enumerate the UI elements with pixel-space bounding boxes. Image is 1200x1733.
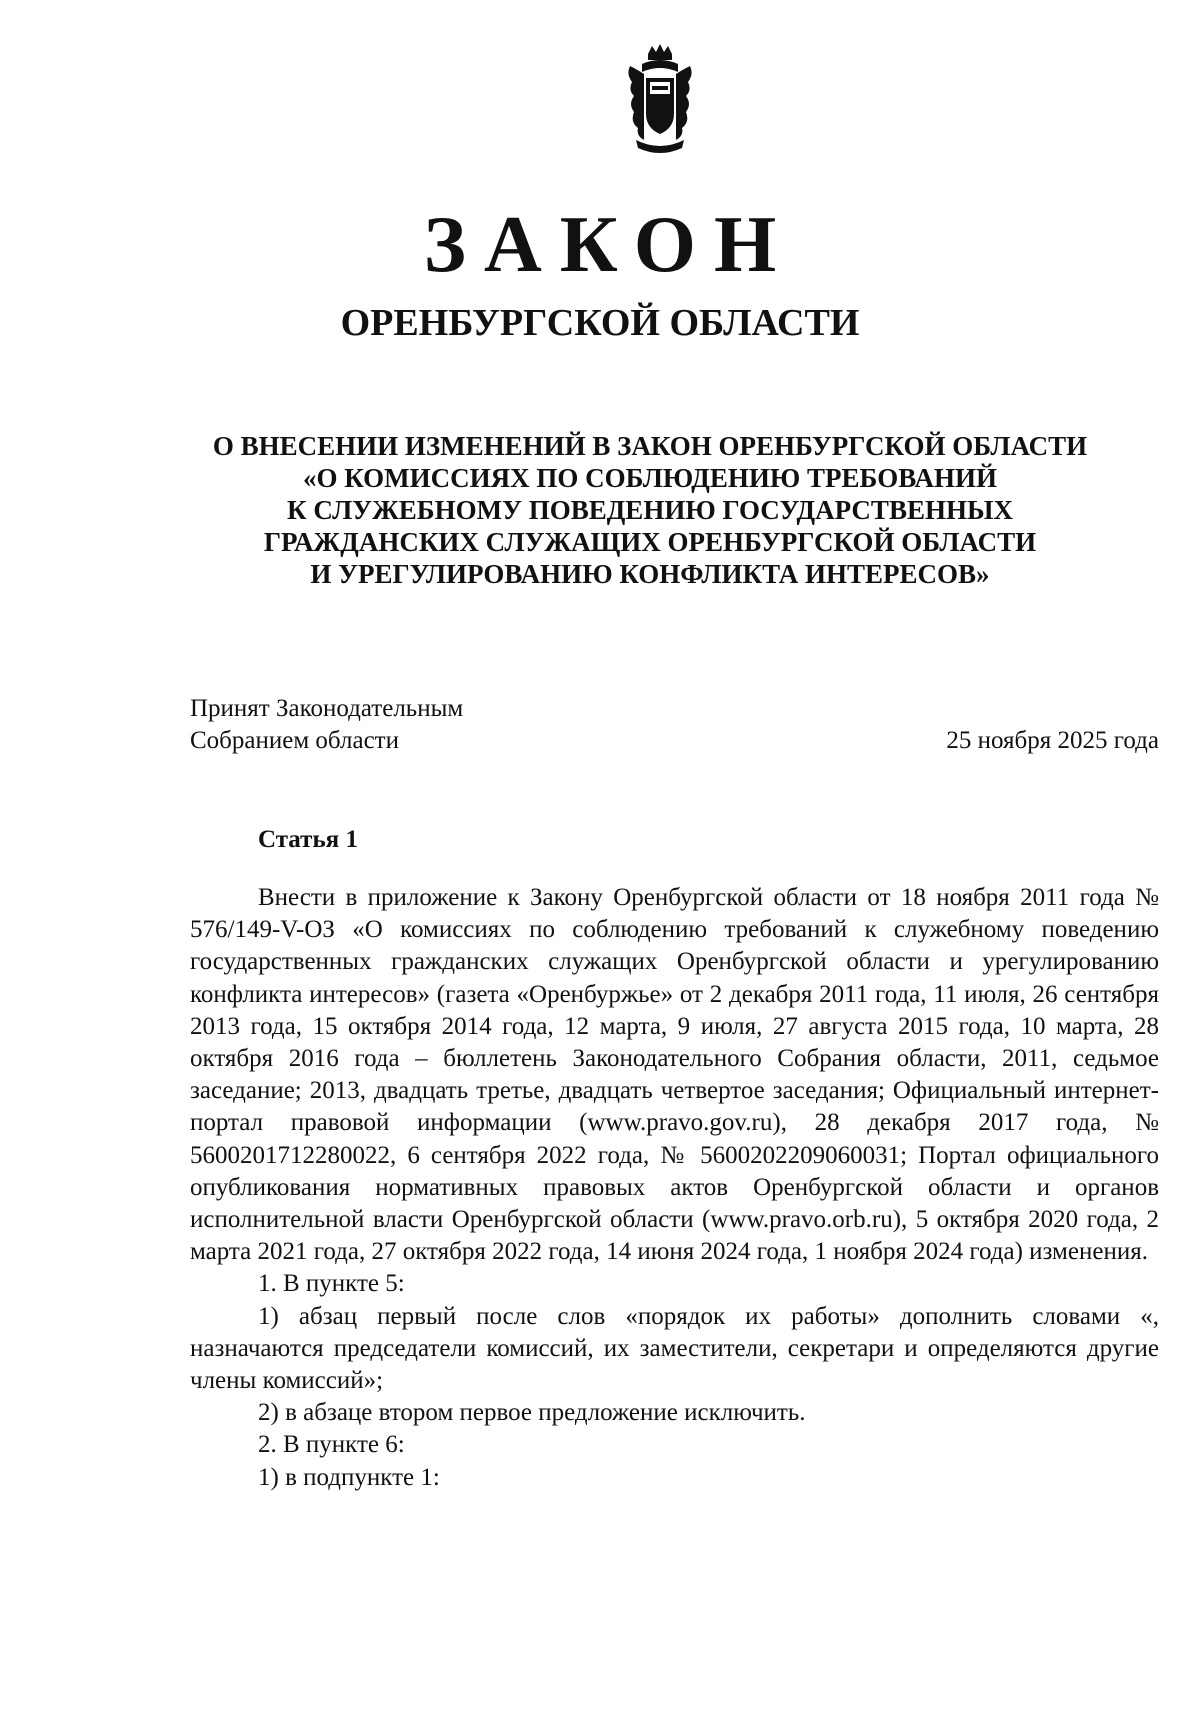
law-heading-line: И УРЕГУЛИРОВАНИЮ КОНФЛИКТА ИНТЕРЕСОВ» bbox=[310, 559, 990, 589]
article-heading: Статья 1 bbox=[258, 826, 358, 853]
article-paragraph: 2) в абзаце втором первое предложение исключить. bbox=[258, 1399, 806, 1427]
article-paragraph: Внести в приложение к Закону Оренбургской области от 18 ноября 2011 года № 576/149-V-ОЗ «О комиссиях по соблюдению требований к служебному поведению государственных гражданских служащих Оренбургской области и урегулированию конфликта интересов» (газета «Оренбуржье» от 2 декабря 2011 года, 11 июля, 26 сентября 2013 года, 15 октября 2014 года, 12 марта, 9 июля, 27 августа 2015 года, 10 марта, 28 октября 2016 года – бюллетень Законодательного Собрания области, 2011, седьмое заседание; 2013, двадцать третье, двадцать четвертое заседания; Официальный интернет-портал правовой информации (www.pravo.gov.ru), 28 декабря 2017 года, № 5600201712280022, 6 сентября 2022 года, № 5600202209060031; Портал официального опубликования нормативных правовых актов Оренбургской области и органов исполнительной власти Оренбургской области (www.pravo.orb.ru), 5 октября 2020 года, 2 марта 2021 года, 27 октября 2022 года, 14 июня 2024 года, 1 ноября 2024 года) изменения. bbox=[190, 884, 1159, 1266]
coat-of-arms-icon bbox=[622, 44, 698, 156]
article-body bbox=[190, 882, 1159, 1494]
article-paragraph: 1) абзац первый после слов «порядок их работы» дополнить словами «, назначаются председатели комиссий, их заместители, секретари и определяются другие члены комиссий»; bbox=[190, 1302, 1159, 1395]
law-heading-line: «О КОМИССИЯХ ПО СОБЛЮДЕНИЮ ТРЕБОВАНИЙ bbox=[302, 463, 998, 493]
law-heading bbox=[190, 430, 1110, 590]
law-heading-line: К СЛУЖЕБНОМУ ПОВЕДЕНИЮ ГОСУДАРСТВЕННЫХ bbox=[287, 495, 1013, 525]
adoption-line-2: Собранием области bbox=[190, 727, 399, 754]
document-subtitle: ОРЕНБУРГСКОЙ ОБЛАСТИ bbox=[340, 302, 860, 344]
adoption-line-1: Принят Законодательным bbox=[190, 695, 464, 722]
adoption-note bbox=[190, 693, 463, 757]
article-paragraph: 1. В пункте 5: bbox=[258, 1270, 405, 1298]
adoption-date: 25 ноября 2025 года bbox=[946, 727, 1159, 754]
article-paragraph: 2. В пункте 6: bbox=[258, 1431, 405, 1459]
law-heading-line: О ВНЕСЕНИИ ИЗМЕНЕНИЙ В ЗАКОН ОРЕНБУРГСКОЙ ОБЛАСТИ bbox=[212, 431, 1088, 461]
article-paragraph: 1) в подпункте 1: bbox=[258, 1463, 440, 1491]
law-heading-line: ГРАЖДАНСКИХ СЛУЖАЩИХ ОРЕНБУРГСКОЙ ОБЛАСТИ bbox=[263, 527, 1037, 557]
document-title: ЗАКОН bbox=[423, 201, 795, 289]
